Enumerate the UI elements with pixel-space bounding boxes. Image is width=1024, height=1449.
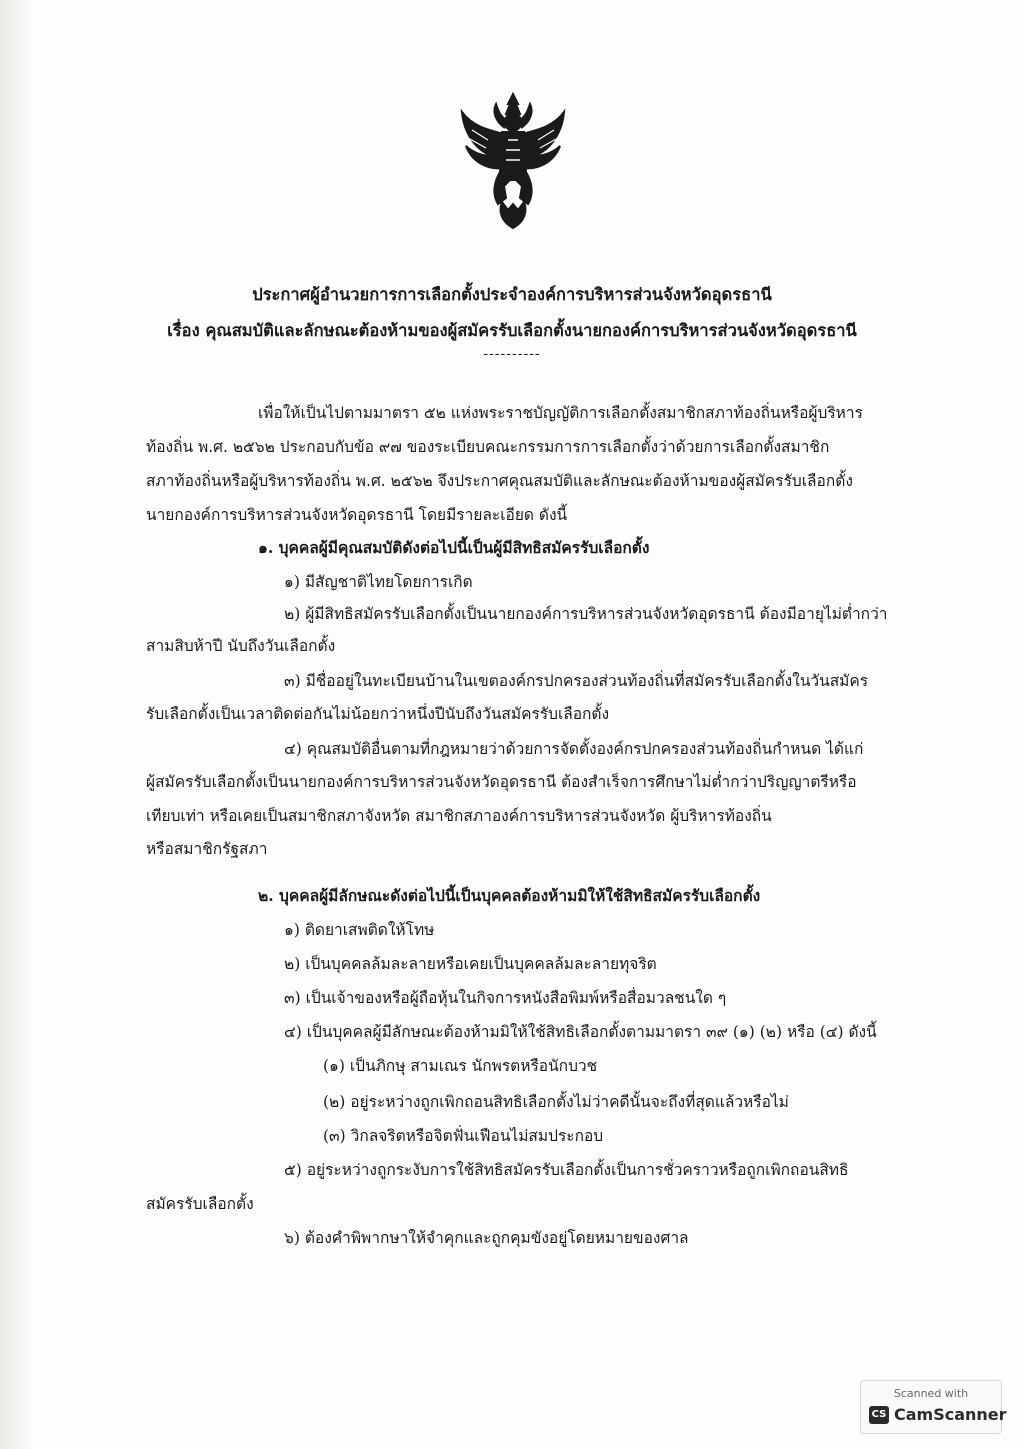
section-1-item-4-cont-2: เทียบเท่า หรือเคยเป็นสมาชิกสภาจังหวัด สมาชิกสภาองค์การบริหารส่วนจังหวัด ผู้บริหารท้องถิ่น: [146, 807, 772, 825]
section-1-item-4: ๔) คุณสมบัติอื่นตามที่กฎหมายว่าด้วยการจัดตั้งองค์กรปกครองส่วนท้องถิ่นกำหนด ได้แก่: [284, 740, 864, 758]
scan-edge-shadow: [0, 0, 34, 1449]
section-1-item-3-cont: รับเลือกตั้งเป็นเวลาติดต่อกันไม่น้อยกว่าหนึ่งปีนับถึงวันสมัครรับเลือกตั้ง: [146, 705, 610, 723]
section-2-item-4: ๔) เป็นบุคคลผู้มีลักษณะต้องห้ามมิให้ใช้สิทธิเลือกตั้งตามมาตรา ๓๙ (๑) (๒) หรือ (๔) ดังนี้: [284, 1023, 877, 1041]
section-1-item-3: ๓) มีชื่ออยู่ในทะเบียนบ้านในเขตองค์กรปกครองส่วนท้องถิ่นที่สมัครรับเลือกตั้งในวันสมัคร: [284, 672, 869, 690]
intro-line-1: เพื่อให้เป็นไปตามมาตรา ๕๒ แห่งพระราชบัญญัติการเลือกตั้งสมาชิกสภาท้องถิ่นหรือผู้บริหาร: [258, 404, 863, 422]
section-2-item-3: ๓) เป็นเจ้าของหรือผู้ถือหุ้นในกิจการหนังสือพิมพ์หรือสื่อมวลชนใด ๆ: [284, 989, 727, 1007]
announcement-subject: เรื่อง คุณสมบัติและลักษณะต้องห้ามของผู้สมัครรับเลือกตั้งนายกองค์การบริหารส่วนจังหวัดอุดรธานี: [167, 321, 857, 340]
camscanner-watermark: [860, 1380, 1007, 1434]
section-1-heading: ๑. บุคคลผู้มีคุณสมบัติดังต่อไปนี้เป็นผู้มีสิทธิสมัครรับเลือกตั้ง: [258, 538, 650, 557]
section-2-heading: ๒. บุคคลผู้มีลักษณะดังต่อไปนี้เป็นบุคคลต้องห้ามมิให้ใช้สิทธิสมัครรับเลือกตั้ง: [258, 886, 761, 905]
announcement-title: ประกาศผู้อำนวยการการเลือกตั้งประจำองค์การบริหารส่วนจังหวัดอุดรธานี: [252, 285, 772, 304]
section-2-item-6: ๖) ต้องคำพิพากษาให้จำคุกและถูกคุมขังอยู่โดยหมายของศาล: [284, 1229, 689, 1247]
intro-line-2: ท้องถิ่น พ.ศ. ๒๕๖๒ ประกอบกับข้อ ๙๗ ของระเบียบคณะกรรมการการเลือกตั้งว่าด้วยการเลือกตั้งสมาชิก: [146, 438, 830, 456]
watermark-caption: Scanned with: [893, 1387, 969, 1400]
section-2-item-5: ๕) อยู่ระหว่างถูกระงับการใช้สิทธิสมัครรับเลือกตั้งเป็นการชั่วคราวหรือถูกเพิกถอนสิทธิ: [284, 1161, 849, 1179]
section-2-item-4-sub-2: (๒) อยู่ระหว่างถูกเพิกถอนสิทธิเลือกตั้งไม่ว่าคดีนั้นจะถึงที่สุดแล้วหรือไม่: [323, 1093, 789, 1111]
section-1-item-2-cont: สามสิบห้าปี นับถึงวันเลือกตั้ง: [146, 637, 336, 655]
garuda-emblem-icon: [458, 90, 568, 230]
section-2-item-4-sub-3: (๓) วิกลจริตหรือจิตฟั่นเฟือนไม่สมประกอบ: [323, 1127, 604, 1145]
section-2-item-5-cont: สมัครรับเลือกตั้ง: [146, 1195, 254, 1213]
watermark-brand: CamScanner: [894, 1405, 1007, 1424]
section-2-item-2: ๒) เป็นบุคคลล้มละลายหรือเคยเป็นบุคคลล้มละลายทุจริต: [284, 955, 657, 973]
section-2-item-1: ๑) ติดยาเสพติดให้โทษ: [284, 921, 435, 939]
title-separator: ----------: [483, 346, 541, 362]
section-1-item-4-cont-3: หรือสมาชิกรัฐสภา: [146, 840, 268, 858]
section-1-item-2: ๒) ผู้มีสิทธิสมัครรับเลือกตั้งเป็นนายกองค์การบริหารส่วนจังหวัดอุดรธานี ต้องมีอายุไม่ต่ำกว่า: [284, 605, 888, 623]
intro-line-3: สภาท้องถิ่นหรือผู้บริหารท้องถิ่น พ.ศ. ๒๕๖๒ จึงประกาศคุณสมบัติและลักษณะต้องห้ามของผู้สมัครรับเลือกตั้ง: [146, 472, 853, 490]
camscanner-logo-icon: CS: [869, 1406, 889, 1424]
section-2-item-4-sub-1: (๑) เป็นภิกษุ สามเณร นักพรตหรือนักบวช: [323, 1057, 598, 1075]
intro-line-4: นายกองค์การบริหารส่วนจังหวัดอุดรธานี โดยมีรายละเอียด ดังนี้: [146, 506, 568, 524]
section-1-item-1: ๑) มีสัญชาติไทยโดยการเกิด: [284, 573, 473, 591]
section-1-item-4-cont-1: ผู้สมัครรับเลือกตั้งเป็นนายกองค์การบริหารส่วนจังหวัดอุดรธานี ต้องสำเร็จการศึกษาไม่ต่ำกว่าปริญญาตรีหรือ: [146, 773, 857, 791]
